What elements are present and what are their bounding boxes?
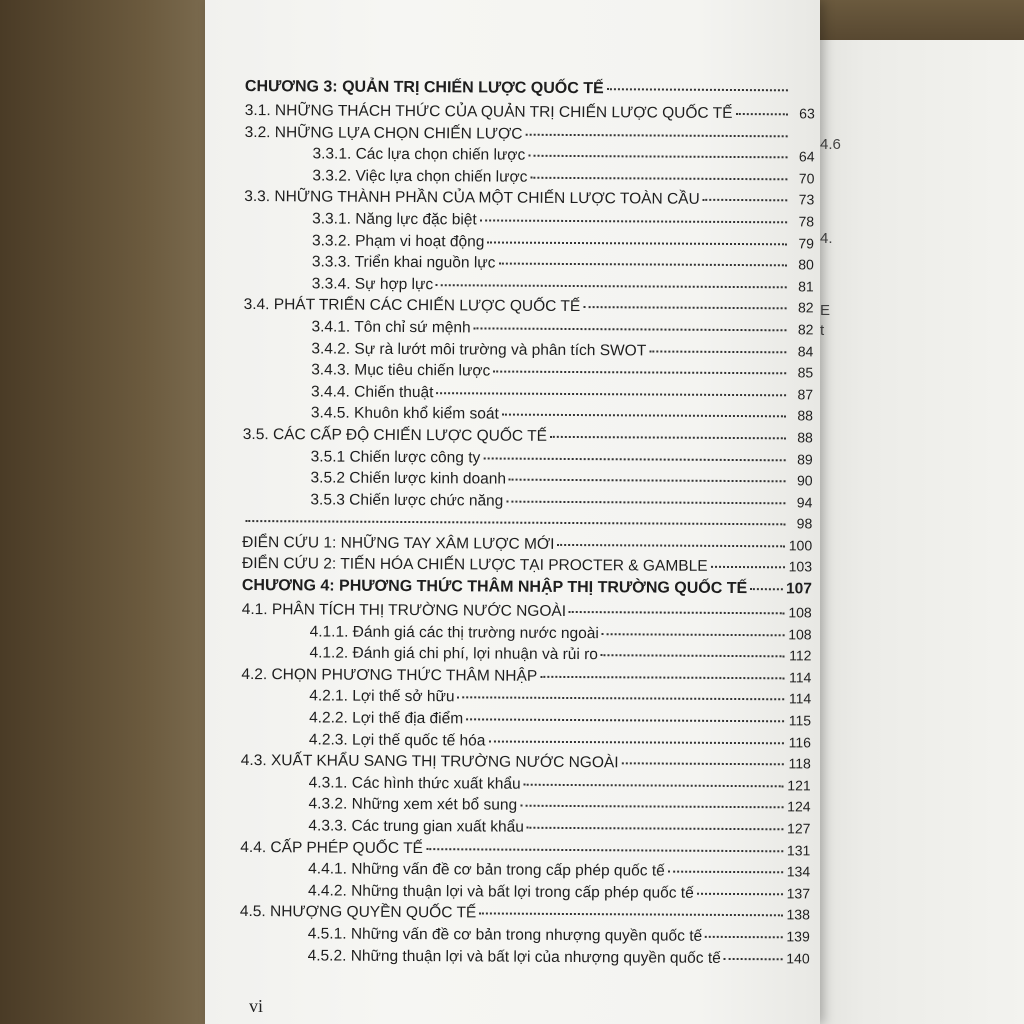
toc-entry-page: 114 bbox=[788, 690, 812, 707]
toc-entry-page: 100 bbox=[788, 537, 813, 554]
toc-entry-page: 140 bbox=[786, 949, 810, 967]
dot-leader bbox=[601, 654, 785, 657]
page-number: vi bbox=[249, 996, 264, 1016]
book-edge-shadow bbox=[0, 0, 205, 1024]
facing-page-fragment: 4.6 bbox=[820, 136, 841, 153]
toc-entry-title: 3.5.3 Chiến lược chức năng bbox=[310, 491, 504, 510]
dot-leader bbox=[488, 740, 784, 744]
dot-leader bbox=[509, 479, 786, 483]
toc-entry-page: 81 bbox=[798, 278, 814, 295]
toc-entry-title: 4.1.2. Đánh giá chi phí, lợi nhuận và rủi ro bbox=[309, 644, 599, 664]
toc-entry-title: 4.2.1. Lợi thế sở hữu bbox=[309, 687, 455, 706]
dot-leader bbox=[668, 871, 783, 874]
toc-entry-title: CHƯƠNG 4: PHƯƠNG THỨC THÂM NHẬP THỊ TRƯỜNG QUỐC TẾ bbox=[241, 577, 748, 598]
toc-entry-title: 3.3.2. Việc lựa chọn chiến lược bbox=[312, 167, 528, 186]
dot-leader bbox=[436, 392, 786, 396]
toc-entry-title: 4.2. CHỌN PHƯƠNG THỨC THÂM NHẬP bbox=[241, 665, 538, 685]
toc-chapter-entry bbox=[242, 577, 812, 604]
toc-entry-page: 138 bbox=[786, 906, 810, 923]
toc-entry-title: 3.3.3. Triển khai nguồn lực bbox=[311, 253, 496, 272]
toc-entry-title: 4.4.1. Những vấn đề cơ bản trong cấp phép quốc tế bbox=[308, 860, 665, 880]
dot-leader bbox=[697, 893, 783, 896]
dot-leader bbox=[735, 113, 787, 115]
dot-leader bbox=[525, 133, 787, 137]
dot-leader bbox=[750, 588, 783, 590]
toc-entry-page: 115 bbox=[788, 712, 812, 729]
facing-page-fragment: t bbox=[820, 322, 825, 339]
toc-entry-title: 4.1. PHÂN TÍCH THỊ TRƯỜNG NƯỚC NGOÀI bbox=[241, 601, 567, 621]
toc-entry-title: 3.4.3. Mục tiêu chiến lược bbox=[311, 361, 491, 380]
toc-entry-page: 64 bbox=[798, 148, 815, 165]
toc-entry-title: 3.4.5. Khuôn khổ kiểm soát bbox=[310, 404, 499, 423]
toc-entry-title: ĐIỂN CỨU 1: NHỮNG TAY XÂM LƯỢC MỚI bbox=[242, 533, 555, 553]
dot-leader bbox=[524, 784, 784, 788]
toc-entry-page: 127 bbox=[787, 820, 811, 837]
toc-entry-title: 4.1.1. Đánh giá các thị trường nước ngoài bbox=[309, 623, 599, 642]
book-page bbox=[205, 0, 820, 1024]
toc-entry-page: 84 bbox=[797, 342, 814, 360]
toc-entry-page: 73 bbox=[798, 191, 815, 208]
dot-leader bbox=[479, 913, 783, 917]
toc-entry-title: 3.1. NHỮNG THÁCH THỨC CỦA QUẢN TRỊ CHIẾN LƯỢC QUỐC TẾ bbox=[244, 101, 733, 122]
toc-entry-page: 98 bbox=[796, 515, 813, 532]
toc-entry-title: 3.4.4. Chiến thuật bbox=[311, 383, 434, 401]
toc-entry-title: 4.2.2. Lợi thế địa điểm bbox=[309, 709, 464, 728]
toc-entry-page: 63 bbox=[799, 105, 815, 122]
toc-entry-page: 139 bbox=[786, 928, 810, 945]
toc-entry-title: 3.4. PHÁT TRIỂN CÁC CHIẾN LƯỢC QUỐC TẾ bbox=[243, 296, 581, 316]
toc-entry-page: 118 bbox=[788, 755, 811, 772]
dot-leader bbox=[474, 327, 787, 331]
dot-leader bbox=[483, 457, 785, 461]
dot-leader bbox=[498, 263, 786, 267]
toc-entry-title: 3.3.4. Sự hợp lực bbox=[311, 275, 434, 293]
toc-entry-page: 94 bbox=[796, 494, 813, 511]
toc-entry-page: 103 bbox=[788, 558, 813, 575]
dot-leader bbox=[550, 436, 786, 439]
toc-entry-page: 88 bbox=[797, 429, 813, 446]
toc-entry-page: 134 bbox=[786, 863, 811, 880]
dot-leader bbox=[602, 633, 785, 636]
dot-leader bbox=[493, 371, 786, 375]
toc-entry-page: 116 bbox=[788, 733, 812, 751]
toc-entry-title: 3.5.2 Chiến lược kinh doanh bbox=[310, 469, 507, 488]
dot-leader bbox=[569, 611, 785, 614]
dot-leader bbox=[458, 697, 785, 701]
toc-entry-title: 4.3.3. Các trung gian xuất khẩu bbox=[308, 817, 524, 836]
dot-leader bbox=[724, 958, 783, 960]
toc-entry-page: 131 bbox=[786, 841, 811, 859]
facing-page-fragment: E bbox=[820, 302, 831, 319]
dot-leader bbox=[466, 718, 784, 722]
toc-entry-title: 3.3.2. Phạm vi hoạt động bbox=[311, 231, 485, 251]
toc-entry-page: 90 bbox=[796, 472, 813, 489]
toc-entry-title: 3.3. NHỮNG THÀNH PHẦN CỦA MỘT CHIẾN LƯỢC TOÀN CẦU bbox=[244, 188, 700, 209]
toc-entry-page: 112 bbox=[789, 647, 812, 664]
toc-entry-page: 82 bbox=[797, 321, 814, 338]
toc-entry-title: 4.3.1. Các hình thức xuất khẩu bbox=[308, 774, 521, 793]
dot-leader bbox=[520, 805, 783, 809]
toc-entry-page: 88 bbox=[797, 407, 813, 424]
toc-entry-page: 82 bbox=[797, 299, 814, 316]
toc-entry-page: 79 bbox=[798, 234, 815, 252]
toc-entry-page: 108 bbox=[788, 625, 812, 643]
dot-leader bbox=[622, 763, 784, 766]
toc-entry-page: 114 bbox=[788, 669, 812, 686]
facing-page-fragment: 4. bbox=[820, 230, 833, 247]
dot-leader bbox=[583, 306, 786, 309]
dot-leader bbox=[530, 177, 787, 181]
dot-leader bbox=[487, 241, 787, 245]
dot-leader bbox=[703, 199, 788, 202]
toc-entry-page: 78 bbox=[798, 213, 815, 230]
toc-entry-title: 3.2. NHỮNG LỰA CHỌN CHIẾN LƯỢC bbox=[244, 123, 523, 143]
toc-entry-title: 3.5. CÁC CẤP ĐỘ CHIẾN LƯỢC QUỐC TẾ bbox=[242, 425, 548, 445]
toc-entry-page: 70 bbox=[798, 170, 815, 187]
toc-entry-page: 80 bbox=[798, 256, 814, 273]
dot-leader bbox=[245, 520, 785, 525]
dot-leader bbox=[557, 544, 785, 547]
toc-entry-page: 121 bbox=[787, 777, 811, 794]
toc-subsection-entry bbox=[240, 947, 810, 972]
dot-leader bbox=[540, 676, 784, 679]
dot-leader bbox=[426, 848, 783, 852]
toc-entry-title: ĐIỂN CỨU 2: TIẾN HÓA CHIẾN LƯỢC TẠI PROCTER & GAMBLE bbox=[241, 555, 708, 576]
toc-entry-title: 4.4. CẤP PHÉP QUỐC TẾ bbox=[240, 838, 423, 857]
toc-entry-page: 89 bbox=[797, 450, 813, 467]
toc-entry-title: 3.4.2. Sự rà lướt môi trường và phân tích SWOT bbox=[311, 339, 647, 359]
toc-entry-title: 4.3. XUẤT KHẨU SANG THỊ TRƯỜNG NƯỚC NGOÀI bbox=[240, 752, 619, 772]
dot-leader bbox=[607, 88, 788, 91]
toc-entry-title: 4.3.2. Những xem xét bổ sung bbox=[308, 795, 518, 815]
table-of-contents bbox=[240, 78, 815, 972]
toc-entry-title: 3.4.1. Tôn chỉ sứ mệnh bbox=[311, 318, 471, 337]
dot-leader bbox=[436, 284, 787, 288]
toc-chapter-entry bbox=[245, 78, 815, 105]
toc-entry-page: 107 bbox=[785, 580, 812, 598]
dot-leader bbox=[711, 566, 785, 568]
toc-entry-page: 124 bbox=[787, 798, 811, 815]
toc-entry-page: 85 bbox=[797, 364, 814, 381]
dot-leader bbox=[527, 827, 784, 831]
toc-entry-title: 3.3.1. Các lựa chọn chiến lược bbox=[312, 145, 526, 164]
toc-entry-page: 108 bbox=[788, 604, 812, 621]
dot-leader bbox=[480, 219, 787, 223]
toc-entry-page: 137 bbox=[786, 885, 811, 902]
dot-leader bbox=[705, 936, 783, 938]
toc-entry-title: 4.5.2. Những thuận lợi và bất lợi của nhượng quyền quốc tế bbox=[307, 946, 721, 967]
toc-entry-page: 87 bbox=[797, 386, 814, 403]
toc-entry-title: 4.5. NHƯỢNG QUYỀN QUỐC TẾ bbox=[239, 903, 477, 922]
toc-entry-title: 4.5.1. Những vấn đề cơ bản trong nhượng quyền quốc tế bbox=[307, 925, 703, 945]
toc-entry-title: 3.3.1. Năng lực đặc biệt bbox=[312, 210, 477, 229]
dot-leader bbox=[506, 500, 785, 504]
dot-leader bbox=[528, 155, 787, 159]
toc-entry-title: 3.5.1 Chiến lược công ty bbox=[310, 447, 481, 466]
toc-entry-title: CHƯƠNG 3: QUẢN TRỊ CHIẾN LƯỢC QUỐC TẾ bbox=[244, 78, 604, 98]
toc-entry-title: 4.2.3. Lợi thế quốc tế hóa bbox=[308, 731, 486, 750]
dot-leader bbox=[502, 414, 786, 418]
toc-entry-title: 4.4.2. Những thuận lợi và bất lợi trong cấp phép quốc tế bbox=[307, 882, 694, 902]
dot-leader bbox=[649, 350, 786, 353]
